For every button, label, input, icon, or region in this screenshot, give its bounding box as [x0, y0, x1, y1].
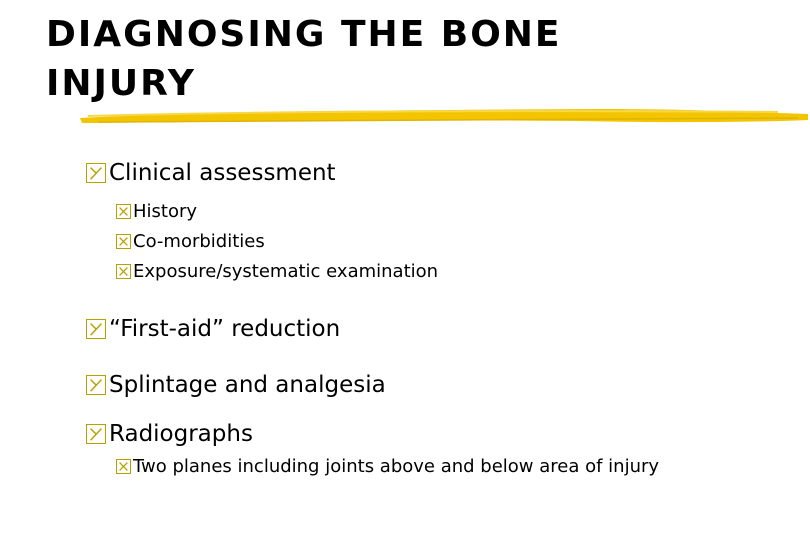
title-underline-brush [78, 104, 810, 126]
bullet-text: Splintage and analgesia [109, 372, 386, 398]
x-box-icon [116, 264, 131, 279]
y-box-icon [86, 319, 106, 339]
slide-title-line-2: INJURY [46, 63, 196, 104]
sub-bullet-text: History [133, 201, 198, 222]
x-box-icon [116, 234, 131, 249]
slide-title [46, 10, 562, 108]
x-box-icon [116, 204, 131, 219]
sub-bullet-exposure [116, 261, 438, 282]
bullet-first-aid-reduction [86, 316, 340, 342]
sub-bullet-text: Co-morbidities [133, 231, 265, 252]
bullet-clinical-assessment [86, 160, 336, 186]
sub-bullet-two-planes [116, 456, 659, 477]
sub-bullet-text: Two planes including joints above and below area of injury [133, 456, 660, 477]
bullet-text: “First-aid” reduction [109, 316, 341, 342]
bullet-splintage-analgesia [86, 372, 386, 398]
x-box-icon [116, 459, 131, 474]
bullet-text: Clinical assessment [109, 160, 336, 186]
y-box-icon [86, 424, 106, 444]
sub-bullet-history [116, 201, 197, 222]
y-box-icon [86, 163, 106, 183]
slide-title-line-1: DIAGNOSING THE BONE [46, 14, 562, 55]
bullet-text: Radiographs [109, 421, 253, 447]
bullet-radiographs [86, 421, 253, 447]
sub-bullet-text: Exposure/systematic examination [133, 261, 439, 282]
sub-bullet-co-morbidities [116, 231, 265, 252]
y-box-icon [86, 375, 106, 395]
